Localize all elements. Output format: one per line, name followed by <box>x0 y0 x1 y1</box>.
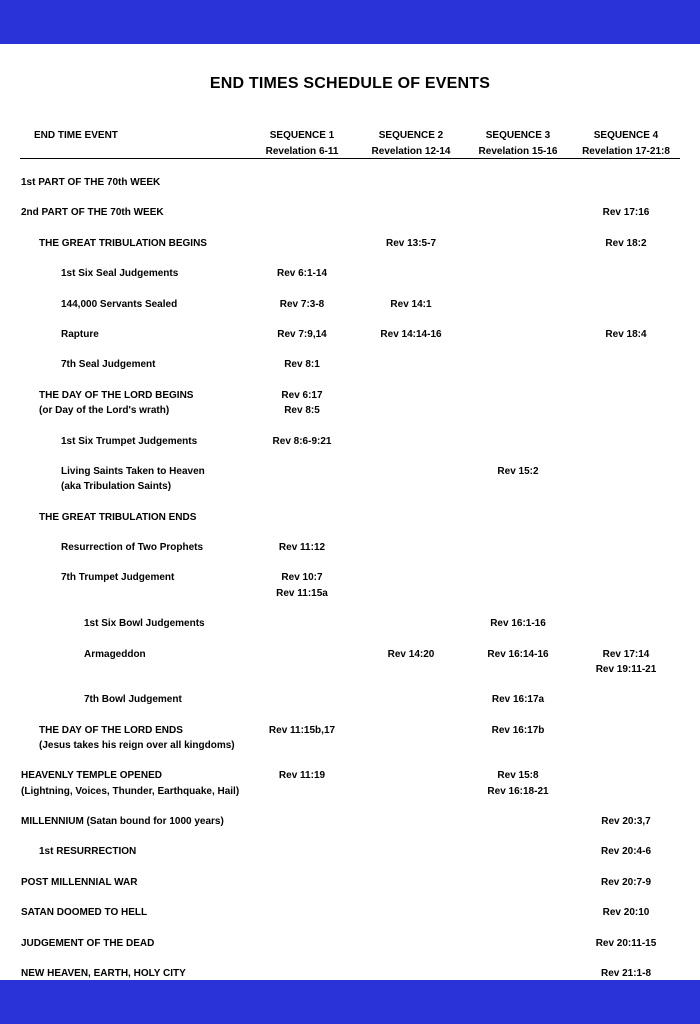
event-text: Resurrection of Two Prophets <box>61 542 204 553</box>
event-text: 1st Six Seal Judgements <box>61 268 179 280</box>
event-cell <box>61 570 174 586</box>
scripture-reference: Rev 8:1 <box>284 359 320 371</box>
sequence-4-cell <box>572 205 680 221</box>
event-cell <box>61 434 197 450</box>
sequence-3-cell <box>466 723 570 739</box>
event-text: 1st Six Trumpet Judgements <box>61 435 198 447</box>
scripture-reference: Rev 8:6-9:21 <box>272 435 332 447</box>
event-text: THE DAY OF THE LORD ENDS <box>39 724 183 736</box>
scripture-reference: Rev 7:3-8 <box>279 298 325 310</box>
event-cell <box>84 616 205 632</box>
scripture-reference: Rev 14:20 <box>387 648 435 660</box>
sequence-3-cell <box>466 692 570 708</box>
event-cell <box>39 236 207 252</box>
scripture-reference: Rev 21:1-8 <box>600 968 652 979</box>
sequence-1-cell <box>250 297 354 313</box>
sequence-4-cell <box>572 814 680 830</box>
header-sequence-3-sub: Revelation 15-16 <box>478 146 558 157</box>
sequence-1-cell <box>250 357 354 373</box>
scripture-reference: Rev 14:14-16 <box>380 329 442 340</box>
event-cell <box>21 205 164 221</box>
scripture-reference: Rev 18:2 <box>605 237 647 249</box>
sequence-3-cell <box>466 464 570 480</box>
scripture-reference: Rev 11:19 <box>278 770 326 782</box>
sequence-1-cell <box>250 266 354 282</box>
event-text: THE DAY OF THE LORD BEGINS <box>39 389 194 401</box>
event-text: HEAVENLY TEMPLE OPENED <box>21 770 162 782</box>
sequence-4-cell <box>572 875 680 891</box>
header-sequence-2-label: SEQUENCE 2 <box>378 130 444 141</box>
event-text: 7th Trumpet Judgement <box>61 572 175 584</box>
event-cell <box>84 692 182 708</box>
event-text: (aka Tribulation Saints) <box>61 481 172 493</box>
event-cell <box>39 844 136 860</box>
scripture-reference: Rev 15:2 <box>497 465 539 477</box>
scripture-reference: Rev 20:4-6 <box>600 846 652 858</box>
header-sequence-2-sub: Revelation 12-14 <box>371 146 451 157</box>
sequence-4-cell <box>572 905 680 921</box>
event-text: THE GREAT TRIBULATION BEGINS <box>39 237 207 249</box>
scripture-reference: Rev 20:3,7 <box>601 816 651 827</box>
sequence-2-cell <box>359 327 463 343</box>
header-event-label: END TIME EVENT <box>34 130 118 141</box>
sequence-4-cell <box>572 936 680 952</box>
event-text: POST MILLENNIAL WAR <box>21 876 138 888</box>
event-text: SATAN DOOMED TO HELL <box>21 907 148 919</box>
event-text: 1st PART OF THE 70th WEEK <box>21 177 161 188</box>
event-text: 144,000 Servants Sealed <box>61 298 178 310</box>
sequence-1-cell <box>250 768 354 784</box>
sequence-3-cell <box>466 647 570 663</box>
scripture-reference: Rev 16:14-16 <box>487 648 549 660</box>
event-text: (Jesus takes his reign over all kingdoms) <box>39 740 235 752</box>
header-sequence-1-sub: Revelation 6-11 <box>265 146 339 157</box>
event-cell <box>21 936 154 952</box>
sequence-1-cell <box>250 434 354 450</box>
scripture-reference: Rev 20:10 <box>602 907 650 919</box>
event-cell <box>21 768 239 799</box>
scripture-reference: Rev 19:11-21 <box>595 664 657 675</box>
scripture-reference: Rev 20:7-9 <box>600 876 652 888</box>
scripture-reference: Rev 11:15a <box>276 587 328 599</box>
event-cell <box>84 647 146 663</box>
event-text: (Lightning, Voices, Thunder, Earthquake, Hail) <box>21 785 240 797</box>
event-text: MILLENNIUM (Satan bound for 1000 years) <box>21 816 224 827</box>
event-cell <box>61 540 203 556</box>
scripture-reference: Rev 6:17 <box>281 389 323 401</box>
event-cell <box>21 814 224 830</box>
scripture-reference: Rev 8:5 <box>284 405 320 417</box>
page-title: END TIMES SCHEDULE OF EVENTS <box>209 75 491 92</box>
event-cell <box>39 510 196 526</box>
event-cell <box>39 723 235 754</box>
header-sequence-4-label: SEQUENCE 4 <box>593 130 659 141</box>
sequence-1-cell <box>250 327 354 343</box>
scripture-reference: Rev 10:7 <box>281 572 323 584</box>
scripture-reference: Rev 14:1 <box>390 298 432 310</box>
event-cell <box>61 297 177 313</box>
event-text: Living Saints Taken to Heaven <box>61 465 205 477</box>
event-cell <box>61 266 178 282</box>
sequence-1-cell <box>250 540 354 556</box>
sequence-1-cell <box>250 388 354 419</box>
scripture-reference: Rev 15:8 <box>497 770 539 782</box>
scripture-reference: Rev 13:5-7 <box>385 237 437 249</box>
header-sequence-1-label: SEQUENCE 1 <box>269 130 335 141</box>
header-sequence-4-sub: Revelation 17-21:8 <box>582 146 670 157</box>
scripture-reference: Rev 17:16 <box>602 207 650 219</box>
event-cell <box>61 357 155 373</box>
header-sequence-3-label: SEQUENCE 3 <box>485 130 551 141</box>
event-cell <box>39 388 193 419</box>
scripture-reference: Rev 7:9,14 <box>277 329 327 340</box>
scripture-reference: Rev 20:11-15 <box>595 937 657 949</box>
event-text: 7th Seal Judgement <box>61 359 156 371</box>
event-cell <box>61 327 99 343</box>
bottom-band <box>0 980 700 1024</box>
scripture-reference: Rev 6:1-14 <box>276 268 328 280</box>
scripture-reference: Rev 16:17b <box>491 724 545 736</box>
event-cell <box>21 875 137 891</box>
scripture-reference: Rev 16:17a <box>491 694 545 706</box>
event-text: Rapture <box>61 329 99 340</box>
event-text: 7th Bowl Judgement <box>84 694 182 706</box>
sequence-2-cell <box>359 647 463 663</box>
event-text: (or Day of the Lord's wrath) <box>39 405 170 417</box>
event-text: NEW HEAVEN, EARTH, HOLY CITY <box>21 968 186 979</box>
event-cell <box>21 175 160 191</box>
sequence-4-cell <box>572 647 680 678</box>
scripture-reference: Rev 11:12 <box>278 542 326 553</box>
scripture-reference: Rev 16:1-16 <box>490 618 546 630</box>
scripture-reference: Rev 11:15b,17 <box>268 724 336 736</box>
sequence-3-cell <box>466 616 570 632</box>
event-cell <box>21 905 147 921</box>
scripture-reference: Rev 17:14 <box>602 648 650 660</box>
sequence-1-cell <box>250 570 354 601</box>
sequence-3-cell <box>466 768 570 799</box>
sequence-2-cell <box>359 236 463 252</box>
scripture-reference: Rev 16:18-21 <box>487 785 549 797</box>
event-text: JUDGEMENT OF THE DEAD <box>21 937 155 949</box>
event-text: Armageddon <box>84 648 146 660</box>
sequence-4-cell <box>572 844 680 860</box>
scripture-reference: Rev 18:4 <box>605 329 647 340</box>
event-text: 2nd PART OF THE 70th WEEK <box>21 207 164 219</box>
sequence-4-cell <box>572 327 680 343</box>
event-text: 1st RESURRECTION <box>39 846 137 858</box>
sequence-2-cell <box>359 297 463 313</box>
event-text: 1st Six Bowl Judgements <box>84 618 205 630</box>
event-cell <box>61 464 205 495</box>
event-text: THE GREAT TRIBULATION ENDS <box>39 511 197 523</box>
sequence-4-cell <box>572 236 680 252</box>
sequence-1-cell <box>250 723 354 739</box>
